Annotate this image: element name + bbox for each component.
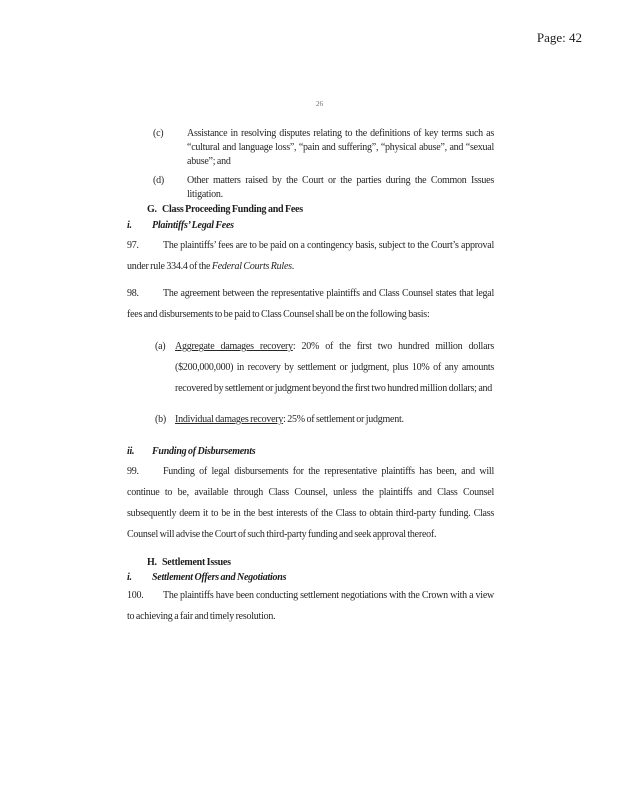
paragraph-99-text: Funding of legal disbursements for the representative plaintiffs has been, and will continue to be, available through Class Counsel, unless the plaintiffs and Class Counsel subsequently deem it to be in the best interests of the Class to obtain third-party funding. Class Counsel will advise the Court of such third-party funding and seek approval thereof.	[127, 466, 494, 540]
page-number-label: Page: 42	[536, 30, 582, 45]
document-content	[127, 0, 494, 627]
paragraph-97-text: The plaintiffs’ fees are to be paid on a contingency basis, subject to the Court’s approval under rule 334.4 of the	[127, 240, 494, 272]
list-item-b-underlined-term: Individual damages recovery	[175, 414, 284, 425]
section-heading-h-label: H.	[147, 557, 157, 568]
paragraph-98-number: 98.	[127, 288, 139, 299]
list-item-c	[153, 127, 494, 169]
subsection-heading-ii-label: ii.	[127, 446, 135, 457]
list-item-b-text: : 25% of settlement or judgment.	[283, 414, 404, 425]
list-item-b	[155, 409, 494, 430]
paragraph-98	[127, 283, 494, 325]
subsection-heading-i2-label: i.	[127, 572, 132, 583]
list-item-c-label: (c)	[153, 128, 164, 139]
paragraph-97-citation: Federal Courts Rules	[211, 261, 292, 272]
subsection-heading-funding-of-disbursements	[127, 445, 494, 459]
paragraph-100	[127, 585, 494, 627]
list-item-a-text: : 20% of the first two hundred million dollars ($200,000,000) in recovery by settlement or judgment, plus 10% of any amounts recovered by settlement or judgment beyond the first two hundred million dollars; and	[175, 341, 494, 394]
paragraph-97	[127, 235, 494, 277]
list-item-d-text: Other matters raised by the Court or the parties during the Common Issues litigation.	[187, 175, 494, 200]
list-item-a-label: (a)	[155, 341, 166, 352]
subsection-heading-settlement-offers	[127, 571, 494, 585]
section-heading-h-title: Settlement Issues	[162, 557, 231, 568]
list-item-a	[155, 336, 494, 399]
list-item-c-text: Assistance in resolving disputes relating to the definitions of key terms such as “cultural and language loss”, “pain and suffering”, “physical abuse”, and “sexual abuse”; and	[187, 128, 494, 167]
paragraph-100-number: 100.	[127, 590, 144, 601]
section-heading-g	[147, 203, 494, 217]
list-item-d-label: (d)	[153, 175, 164, 186]
list-item-a-underlined-term: Aggregate damages recovery	[175, 341, 293, 352]
subsection-heading-i1-label: i.	[127, 220, 132, 231]
list-item-d	[153, 174, 494, 202]
paragraph-97-text-end: .	[291, 261, 295, 272]
paragraph-100-text: The plaintiffs have been conducting settlement negotiations with the Crown with a view to achieving a fair and timely resolution.	[127, 590, 494, 622]
subsection-heading-plaintiffs-legal-fees	[127, 219, 494, 233]
section-heading-g-title: Class Proceeding Funding and Fees	[162, 204, 303, 215]
paragraph-97-number: 97.	[127, 240, 139, 251]
list-item-b-label: (b)	[155, 414, 166, 425]
folio-number: 26	[316, 100, 323, 108]
section-heading-h	[147, 556, 494, 570]
subsection-heading-i2-title: Settlement Offers and Negotiations	[152, 572, 287, 583]
paragraph-99	[127, 461, 494, 545]
subsection-heading-ii-title: Funding of Disbursements	[152, 446, 256, 457]
section-heading-g-label: G.	[147, 204, 157, 215]
paragraph-98-text: The agreement between the representative plaintiffs and Class Counsel states that legal fees and disbursements to be paid to Class Counsel shall be on the following basis:	[127, 288, 494, 320]
subsection-heading-i1-title: Plaintiffs’ Legal Fees	[152, 220, 234, 231]
paragraph-99-number: 99.	[127, 466, 139, 477]
